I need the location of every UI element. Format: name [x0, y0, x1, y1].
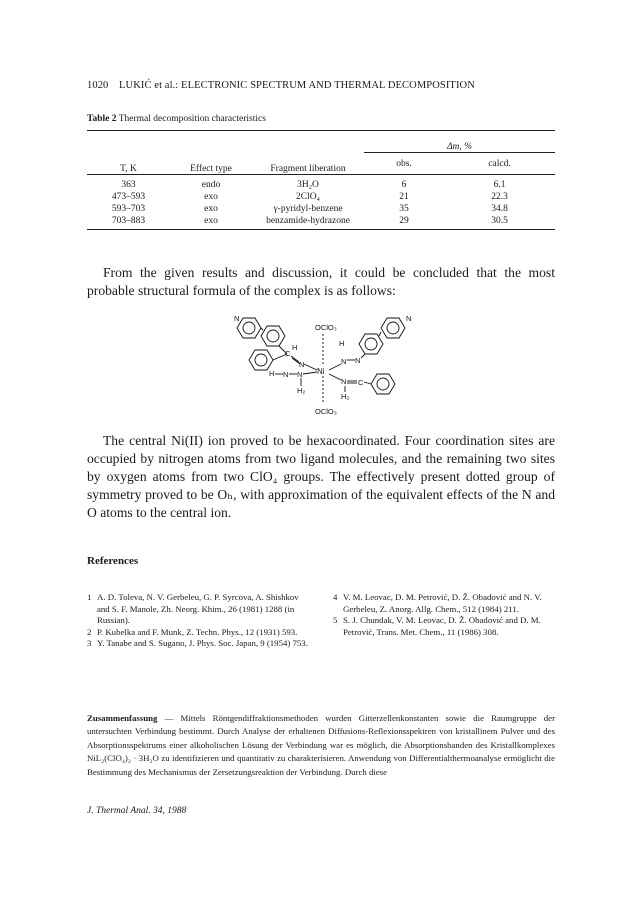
perchlorate-bottom: OClO₃ — [315, 407, 337, 416]
cell-calcd: 30.5 — [444, 215, 555, 230]
references-column-left — [87, 592, 309, 650]
h-label-left-2: H — [269, 369, 275, 378]
table-row — [87, 215, 555, 230]
h-label-right: H — [339, 339, 345, 348]
h2-right: H₂ — [341, 392, 350, 401]
reference-text: A. D. Toleva, N. V. Gerbeleu, G. P. Syrcova, A. Shishkov and S. F. Manole, Zh. Neorg. Khim., 26 (1981) 1288 (in Russian). — [97, 592, 299, 626]
nitrogen-left-3: N — [297, 370, 303, 379]
cell-temp: 363 — [121, 180, 136, 190]
pyridine-ring-left — [237, 318, 261, 338]
carbon-left: C — [285, 349, 291, 358]
cell-effect: endo — [201, 180, 221, 190]
cell-effect: exo — [204, 192, 218, 202]
cell-temp: 593–703 — [111, 204, 146, 214]
benzene-ring-right-upper — [359, 334, 383, 354]
reference-item — [87, 627, 309, 639]
reference-text: S. J. Chundak, V. M. Leovac, D. Ž. Obadović and D. M. Petrović, Trans. Met. Chem., 11 (1986) 308. — [343, 615, 541, 637]
reference-item — [87, 638, 309, 650]
journal-footer: J. Thermal Anal. 34, 1988 — [87, 806, 187, 816]
cell-effect: exo — [204, 204, 218, 214]
pyridine-ring-right — [381, 318, 405, 338]
reference-item — [87, 592, 309, 627]
nitrogen-left-1: N — [299, 360, 305, 369]
col-header-effect: Effect type — [170, 131, 252, 175]
reference-item — [333, 615, 555, 638]
nitrogen-right-3: N — [341, 377, 347, 386]
reference-text: P. Kubelka and F. Munk, Z. Techn. Phys., 12 (1931) 593. — [97, 626, 298, 637]
running-head: 1020 LUKIĆ et al.: ELECTRONIC SPECTRUM AND THERMAL DECOMPOSITION — [87, 80, 475, 91]
reference-number: 1 — [87, 592, 92, 602]
structural-formula — [225, 312, 425, 420]
cell-fragment: 2ClO₄ — [296, 192, 320, 202]
reference-number: 5 — [333, 615, 338, 626]
cell-effect: exo — [170, 215, 252, 230]
h2-left: H₂ — [297, 386, 306, 395]
coordination-paragraph: The central Ni(II) ion proved to be hexacoordinated. Four coordination sites are occupied by nitrogen atoms from two ligand molecules, and the remaining two sites by oxygen atoms from two ClO₄ groups. The effectively present dotted group of symmetry proved to be Oₕ, with approximation of the equivalent effects of the N and O atoms to the central ion. — [87, 433, 555, 520]
table-row — [87, 191, 555, 203]
reference-number: 2 — [87, 626, 92, 637]
nitrogen-right-1: N — [341, 357, 347, 366]
perchlorate-top: OClO₃ — [315, 323, 337, 332]
benzene-ring-left-upper — [261, 326, 285, 346]
reference-number: 4 — [333, 592, 338, 602]
cell-calcd: 6.1 — [493, 180, 506, 190]
cell-calcd: 22.3 — [491, 192, 508, 202]
references-heading: References — [87, 555, 139, 567]
table-row — [87, 203, 555, 215]
table-caption-text: Thermal decomposition characteristics — [118, 114, 266, 124]
summary-heading: Zusammenfassung — [87, 713, 158, 723]
pyridine-n-left: N — [234, 314, 240, 323]
cell-temp: 473–593 — [111, 192, 146, 202]
cell-obs: 6 — [401, 180, 407, 190]
nitrogen-right-2: N — [355, 356, 361, 365]
col-header-temp: T, K — [87, 131, 170, 175]
german-summary — [87, 712, 555, 779]
table-caption-label: Table 2 — [87, 114, 117, 124]
references-column-right — [333, 592, 555, 638]
carbon-right: C — [358, 378, 364, 387]
cell-fragment: γ-pyridyl-benzene — [273, 204, 343, 214]
table-row — [87, 175, 555, 192]
cell-obs: 21 — [399, 192, 409, 202]
h-label-left: H — [292, 343, 298, 352]
cell-temp: 703–883 — [87, 215, 170, 230]
table-caption — [87, 114, 266, 124]
col-header-obs: obs. — [364, 153, 444, 175]
reference-item — [333, 592, 555, 615]
thermal-decomposition-table — [87, 130, 555, 230]
cell-calcd: 34.8 — [491, 204, 508, 214]
nickel-center: Ni — [317, 367, 325, 376]
cell-fragment: benzamide-hydrazone — [252, 215, 364, 230]
pyridine-n-right: N — [406, 314, 412, 323]
reference-number: 3 — [87, 638, 92, 649]
col-header-calcd: calcd. — [444, 153, 555, 175]
reference-text: Y. Tanabe and S. Sugano, J. Phys. Soc. Japan, 9 (1954) 753. — [97, 638, 308, 649]
conclusion-paragraph: From the given results and discussion, it could be concluded that the most probable structural formula of the complex is as follows: — [87, 265, 555, 298]
summary-text: — Mittels Röntgendiffraktionsmethoden wurden Gitterzellenkonstanten sowie die Raumgruppe der untersuchten Verbindung bestimmt. Durch Analyse der erhaltenen Diffusions-Reflexionsspektren von kristallinem Pulver und des Absorptionsspektrums einer alkoholischen Lösung der Verbindung war es möglich, die Absorptionsbanden des Kristallkomplexes NiL₂(ClO₄)₂ · 3H₂O zu identifizieren und quantitativ zu charakterisieren. Anwendung von Differentialthermoanalyse ermöglicht die Bestimmung des Mechanismus der Zersetzungsreaktion der Verbindung. Durch diese — [87, 713, 555, 777]
benzene-ring-right-lower — [371, 374, 395, 394]
nitrogen-left-2: N — [283, 370, 289, 379]
col-header-mass-loss: Δm, % — [364, 131, 555, 153]
cell-obs: 29 — [364, 215, 444, 230]
cell-obs: 35 — [399, 204, 409, 214]
col-header-fragment: Fragment liberation — [252, 131, 364, 175]
reference-text: V. M. Leovac, D. M. Petrović, D. Ž. Obadović and N. V. Gerbeleu, Z. Anorg. Allg. Chem., 512 (1984) 211. — [343, 592, 542, 614]
benzene-ring-left-lower — [249, 350, 273, 370]
cell-fragment: 3H₂O — [297, 180, 319, 190]
